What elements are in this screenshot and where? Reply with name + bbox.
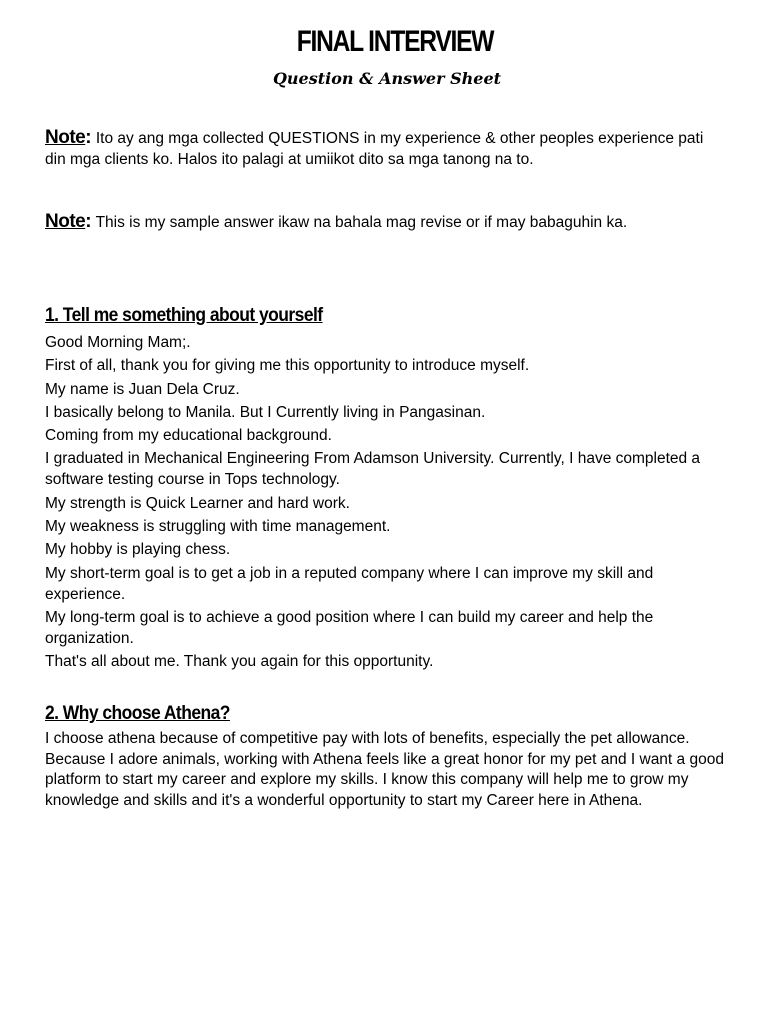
note-1 xyxy=(45,127,725,170)
answer-line: My weakness is struggling with time management. xyxy=(45,518,391,536)
answer-line: First of all, thank you for giving me this opportunity to introduce myself. xyxy=(45,357,530,375)
answer-line: My long-term goal is to achieve a good position where I can build my career and help the organization. xyxy=(45,608,654,647)
document-subtitle: Question & Answer Sheet xyxy=(272,69,502,88)
answer-line: My strength is Quick Learner and hard work. xyxy=(45,494,350,512)
answer-line: My short-term goal is to get a job in a reputed company where I can improve my skill and experience. xyxy=(45,564,654,603)
question-2-heading: 2. Why choose Athena? xyxy=(45,703,230,724)
note-text: This is my sample answer ikaw na bahala mag revise or if may babaguhin ka. xyxy=(91,214,628,231)
note-colon: : xyxy=(85,127,92,148)
note-label: Note xyxy=(45,127,86,148)
answer-line: Coming from my educational background. xyxy=(45,427,332,445)
note-label: Note xyxy=(45,211,86,232)
note-colon: : xyxy=(85,211,92,232)
note-text: Ito ay ang mga collected QUESTIONS in my experience & other peoples experience pati din mga clients ko. Halos ito palagi at umiikot dito sa mga tanong na to. xyxy=(45,130,704,168)
document-title: FINAL INTERVIEW xyxy=(296,25,494,58)
question-1-heading: 1. Tell me something about yourself xyxy=(45,305,323,326)
note-2 xyxy=(45,211,725,233)
answer-line: My hobby is playing chess. xyxy=(45,541,231,559)
answer-line: I basically belong to Manila. But I Currently living in Pangasinan. xyxy=(45,403,486,421)
answer-line: That's all about me. Thank you again for this opportunity. xyxy=(45,653,434,671)
question-2-answer: I choose athena because of competitive pay with lots of benefits, especially the pet allowance. Because I adore animals, working with Athena feels like a great honor for my pet and I want a good platform to start my career and explore my skills. I know this company will help me to grow my knowledge and skills and it's a wonderful opportunity to start my Career here in Athena. xyxy=(45,730,724,809)
answer-line: My name is Juan Dela Cruz. xyxy=(45,380,240,398)
answer-line: Good Morning Mam;. xyxy=(45,334,191,351)
question-1-answer xyxy=(45,332,725,675)
answer-line: I graduated in Mechanical Engineering From Adamson University. Currently, I have completed a software testing course in Tops technology. xyxy=(45,450,701,489)
